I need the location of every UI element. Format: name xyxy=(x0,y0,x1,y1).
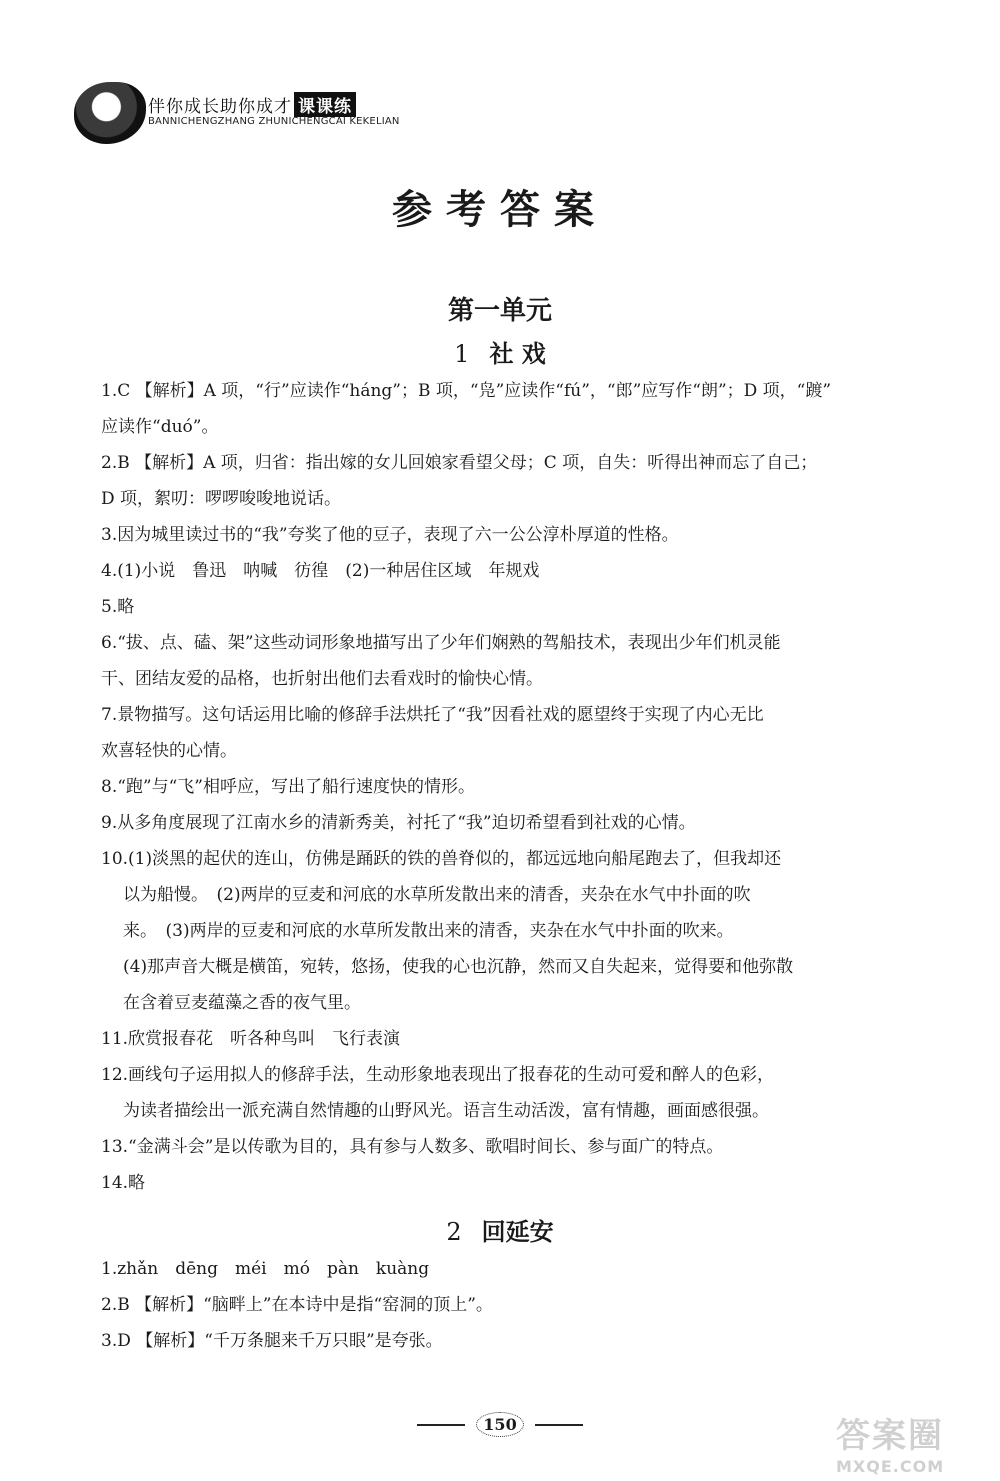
answer-line: 2.B 【解析】A 项，归省：指出嫁的女儿回娘家看望父母；C 项，自失：听得出神而忘了自己； xyxy=(101,453,818,473)
answer-continuation-line: 来。 (3)两岸的豆麦和河底的水草所发散出来的清香，夹杂在水气中扑面的吹来。 xyxy=(123,921,734,941)
answer-continuation-line: 应读作“duó”。 xyxy=(101,417,219,437)
answer-item xyxy=(101,805,901,841)
answer-line: 11.欣赏报春花 听各种鸟叫 飞行表演 xyxy=(101,1029,401,1049)
answer-item xyxy=(101,841,901,1021)
answer-continuation-line: 以为船慢。 (2)两岸的豆麦和河底的水草所发散出来的清香，夹杂在水气中扑面的吹 xyxy=(123,885,751,905)
answer-item xyxy=(101,625,901,697)
answer-item xyxy=(101,1057,901,1129)
lesson-name: 回延安 xyxy=(481,1218,554,1246)
answer-item xyxy=(101,1323,901,1359)
answer-line: 14.略 xyxy=(101,1173,146,1193)
answer-item xyxy=(101,1021,901,1057)
answer-item xyxy=(101,553,901,589)
answer-line: 6.“拔、点、磕、架”这些动词形象地描写出了少年们娴熟的驾船技术，表现出少年们机灵能 xyxy=(101,633,781,653)
answer-line: 13.“金满斗会”是以传歌为目的，具有参与人数多、歌唱时间长、参与面广的特点。 xyxy=(101,1137,724,1157)
answer-line: 8.“跑”与“飞”相呼应，写出了船行速度快的情形。 xyxy=(101,777,475,797)
lesson-number: 1 xyxy=(454,340,470,368)
lesson-heading-1 xyxy=(0,334,1000,369)
answer-continuation-line: 在含着豆麦蕴藻之香的夜气里。 xyxy=(123,993,361,1013)
brand-slogan xyxy=(148,92,356,117)
answer-continuation-line: 为读者描绘出一派充满自然情趣的山野风光。语言生动活泼，富有情趣，画面感很强。 xyxy=(123,1101,769,1121)
answer-item xyxy=(101,697,901,769)
answer-item xyxy=(101,517,901,553)
lesson-heading-2 xyxy=(0,1212,1000,1247)
footer-rule-right xyxy=(535,1424,583,1426)
footer-rule-left xyxy=(417,1424,465,1426)
answer-line: 7.景物描写。这句话运用比喻的修辞手法烘托了“我”因看社戏的愿望终于实现了内心无比 xyxy=(101,705,764,725)
answer-line: 4.(1)小说 鲁迅 呐喊 彷徨 (2)一种居住区域 年规戏 xyxy=(101,561,540,581)
answer-continuation-line: D 项，絮叨：啰啰唆唆地说话。 xyxy=(101,489,342,509)
watermark xyxy=(836,1408,986,1476)
answer-item xyxy=(101,1165,901,1201)
answer-item xyxy=(101,373,901,445)
page-title: 参考答案 xyxy=(392,186,608,233)
answer-item xyxy=(101,1129,901,1165)
brand-slogan-text: 伴你成长助你成才 xyxy=(148,97,292,117)
unit-heading: 第一单元 xyxy=(447,296,552,326)
answer-line: 1.C 【解析】A 项，“行”应读作“háng”；B 项，“凫”应读作“fú”，“郎”应写作“朗”；D 项，“踱” xyxy=(101,381,832,401)
answer-continuation-line: 干、团结友爱的品格，也折射出他们去看戏时的愉快心情。 xyxy=(101,669,543,689)
watermark-logo-text: 答案圈 xyxy=(836,1416,944,1456)
brand-highlight: 课课练 xyxy=(294,92,356,117)
answer-item xyxy=(101,445,901,517)
answer-line: 3.因为城里读过书的“我”夸奖了他的豆子，表现了六一公公淳朴厚道的性格。 xyxy=(101,525,679,545)
answer-continuation-line: 欢喜轻快的心情。 xyxy=(101,741,237,761)
page-number: 150 xyxy=(476,1412,523,1437)
lesson-name: 社 戏 xyxy=(489,340,546,368)
series-header xyxy=(74,78,494,158)
answer-line: 5.略 xyxy=(101,597,135,617)
watermark-url: MXQE.COM xyxy=(836,1457,945,1476)
answer-line: 1.zhǎn dēng méi mó pàn kuàng xyxy=(101,1259,430,1279)
answer-line: 3.D 【解析】“千万条腿来千万只眼”是夸张。 xyxy=(101,1331,443,1351)
answer-item xyxy=(101,1287,901,1323)
lesson-number: 2 xyxy=(446,1218,462,1246)
answer-list-lesson-1 xyxy=(101,373,901,1201)
answer-item xyxy=(101,589,901,625)
answer-item xyxy=(101,769,901,805)
answer-line: 9.从多角度展现了江南水乡的清新秀美，衬托了“我”迫切希望看到社戏的心情。 xyxy=(101,813,696,833)
answer-item xyxy=(101,1251,901,1287)
answer-line: 2.B 【解析】“脑畔上”在本诗中是指“窑洞的顶上”。 xyxy=(101,1295,493,1315)
brand-pinyin: BANNICHENGZHANG ZHUNICHENGCAI KEKELIAN xyxy=(148,116,400,127)
answer-line: 10.(1)淡黑的起伏的连山，仿佛是踊跃的铁的兽脊似的，都远远地向船尾跑去了，但我却还 xyxy=(101,849,782,869)
series-logo-icon xyxy=(74,82,146,144)
answer-line: 12.画线句子运用拟人的修辞手法，生动形象地表现出了报春花的生动可爱和醉人的色彩， xyxy=(101,1065,775,1085)
answer-list-lesson-2 xyxy=(101,1251,901,1359)
answer-continuation-line: (4)那声音大概是横笛，宛转，悠扬，使我的心也沉静，然而又自失起来，觉得要和他弥散 xyxy=(123,957,794,977)
